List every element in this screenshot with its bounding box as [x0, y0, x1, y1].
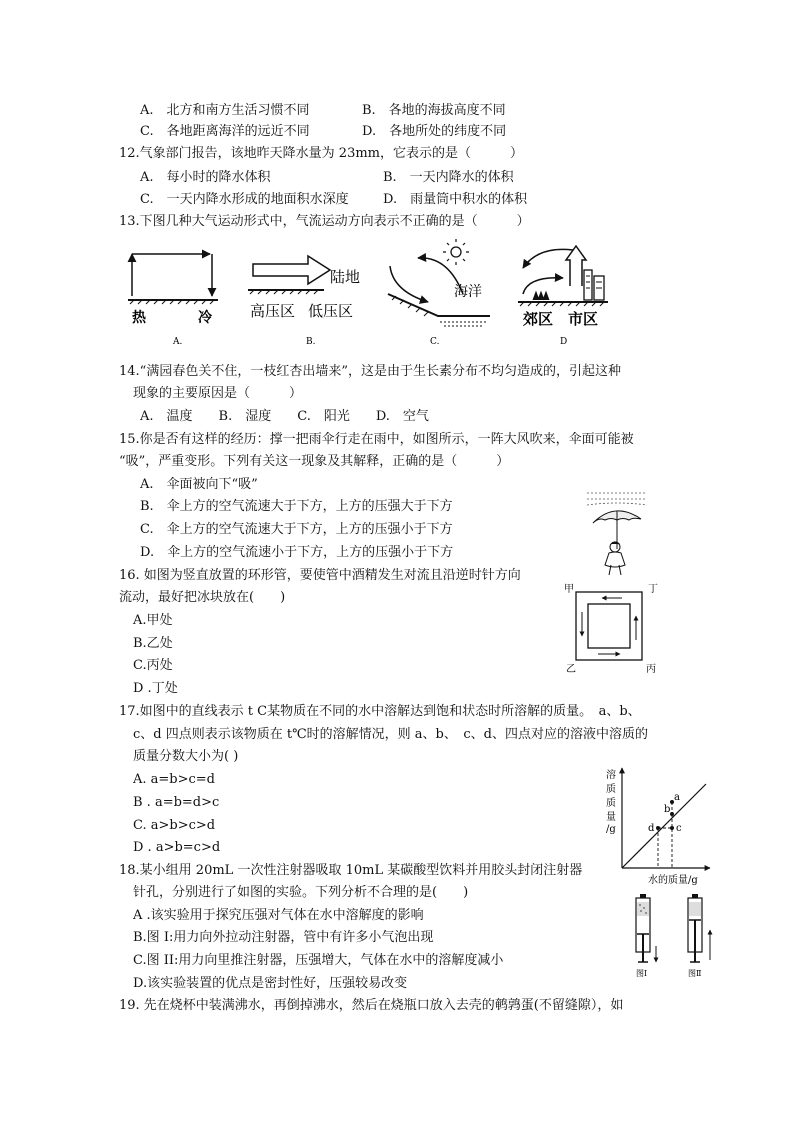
q17-point-a: a — [674, 792, 680, 803]
q13-a-left-label: 热 — [132, 310, 146, 326]
q18-option-d: D.该实验装置的优点是密封性好，压强较易改变 — [133, 976, 408, 991]
q17-ylabel-4: 量 — [606, 812, 616, 823]
q16-ring-tube-figure — [562, 580, 662, 676]
q13-caption-b: B. — [306, 337, 316, 347]
q12-option-c: C. 一天内降水形成的地面积水深度 — [140, 192, 349, 207]
q12-option-b: B. 一天内降水的体积 — [383, 170, 514, 185]
q13-figure — [118, 236, 618, 348]
q16-stem-line1: 16. 如图为竖直放置的环形管，要使管中酒精发生对流且沿逆时针方向 — [119, 568, 521, 583]
q14-options: A. 温度 B. 湿度 C. 阳光 D. 空气 — [140, 409, 429, 424]
q17-ylabel-1: 溶 — [606, 770, 616, 781]
q15-option-b: B. 伞上方的空气流速大于下方，上方的压强大于下方 — [140, 499, 453, 514]
q11-option-d: D. 各地所处的纬度不同 — [362, 124, 507, 139]
q11-option-a: A. 北方和南方生活习惯不同 — [140, 103, 310, 118]
q13-c-sea-label: 海洋 — [454, 284, 482, 300]
q16-label-bing: 丙 — [646, 664, 656, 675]
q18-caption-1: 图Ⅰ — [636, 969, 648, 978]
q12-stem: 12.气象部门报告，该地昨天降水量为 23mm，它表示的是（ ） — [119, 146, 524, 161]
q13-b-low-label: 低压区 — [308, 302, 354, 320]
q17-point-b: b — [664, 804, 671, 815]
q13-stem: 13.下图几种大气运动形式中，气流运动方向表示不正确的是（ ） — [119, 214, 530, 229]
q16-option-c: C.丙处 — [133, 658, 173, 673]
q15-stem-line2: “吸”，严重变形。下列有关这一现象及其解释，正确的是（ ） — [119, 454, 510, 469]
q18-stem-line2: 针孔，分别进行了如图的实验。下列分析不合理的是( ) — [133, 885, 469, 900]
q16-stem-line2: 流动，最好把冰块放在( ) — [119, 590, 286, 605]
q17-point-d: d — [648, 823, 655, 834]
q18-syringe-figure — [628, 890, 718, 982]
q16-option-a: A.甲处 — [133, 613, 173, 628]
q13-diagram-c — [388, 239, 490, 347]
q14-stem-line2: 现象的主要原因是（ ） — [133, 386, 303, 401]
q16-label-yi: 乙 — [566, 664, 576, 675]
q17-ylabel-5: /g — [606, 824, 616, 835]
q17-option-c: C. a>b>c>d — [133, 818, 216, 833]
q11-option-b: B. 各地的海拔高度不同 — [362, 103, 506, 118]
q18-stem-line1: 18.某小组用 20mL 一次性注射器吸取 10mL 某碳酸型饮料并用胶头封闭注射器 — [119, 863, 583, 878]
q13-caption-d: D — [560, 337, 568, 347]
q17-option-d: D . a>b=c>d — [133, 840, 221, 855]
q15-option-d: D. 伞上方的空气流速小于下方，上方的压强小于下方 — [140, 545, 454, 560]
q13-diagram-d — [518, 246, 608, 347]
q12-option-d: D. 雨量筒中积水的体积 — [383, 192, 528, 207]
q19-stem: 19. 先在烧杯中装满沸水，再倒掉沸水，然后在烧瓶口放入去壳的鹌鹑蛋(不留缝隙），如 — [119, 998, 624, 1013]
q13-d-city-label: 市区 — [568, 310, 599, 328]
q17-ylabel-3: 质 — [606, 798, 616, 809]
q13-diagram-a — [128, 254, 218, 347]
q16-option-d: D .丁处 — [133, 681, 178, 696]
q17-option-b: B . a=b=d>c — [133, 795, 220, 810]
q12-option-a: A. 每小时的降水体积 — [140, 170, 271, 185]
q17-stem-line2: c、d 四点则表示该物质在 t℃时的溶解情况，则 a、b、 c、d、四点对应的溶液中溶质的 — [133, 727, 648, 742]
q18-caption-2: 图Ⅱ — [688, 969, 702, 978]
q16-label-jia: 甲 — [564, 584, 574, 595]
q13-caption-c: C. — [430, 337, 440, 347]
q16-option-b: B.乙处 — [133, 636, 173, 651]
q17-solubility-graph — [600, 762, 718, 888]
q18-option-a: A .该实验用于探究压强对气体在水中溶解度的影响 — [133, 908, 424, 923]
q14-stem-line1: 14.“满园春色关不住，一枝红杏出墙来”，这是由于生长素分布不均匀造成的，引起这种 — [119, 364, 621, 379]
q13-b-high-label: 高压区 — [250, 302, 296, 320]
q15-umbrella-figure — [585, 487, 655, 582]
q17-option-a: A. a=b>c=d — [133, 772, 216, 787]
q17-stem-line3: 质量分数大小为( ) — [133, 749, 239, 764]
q16-label-ding: 丁 — [648, 584, 658, 595]
q15-option-c: C. 伞上方的空气流速大于下方，上方的压强小于下方 — [140, 522, 453, 537]
q15-stem-line1: 15.你是否有这样的经历：撑一把雨伞行走在雨中，如图所示，一阵大风吹来，伞面可能被 — [119, 432, 634, 447]
q13-a-right-label: 冷 — [198, 310, 212, 326]
q15-option-a: A. 伞面被向下“吸” — [140, 477, 258, 492]
q13-d-suburb-label: 郊区 — [523, 310, 554, 328]
q13-caption-a: A. — [173, 337, 183, 347]
q17-stem-line1: 17.如图中的直线表示 t C某物质在不同的水中溶解达到饱和状态时所溶解的质量。 a、b、 — [119, 704, 641, 719]
q18-syringe-2 — [688, 894, 710, 978]
q17-xlabel: 水的质量/g — [648, 875, 698, 886]
q18-option-c: C.图 II:用力向里推注射器，压强增大，气体在水中的溶解度减小 — [133, 953, 504, 968]
q17-point-c: c — [676, 823, 682, 834]
q17-ylabel-2: 质 — [606, 784, 616, 795]
q18-option-b: B.图 I:用力向外拉动注射器，管中有许多小气泡出现 — [133, 930, 434, 945]
q13-b-land-label: 陆地 — [330, 268, 361, 286]
q13-diagram-b — [248, 256, 360, 347]
q18-syringe-1 — [636, 894, 656, 978]
q11-option-c: C. 各地距离海洋的远近不同 — [140, 124, 310, 139]
